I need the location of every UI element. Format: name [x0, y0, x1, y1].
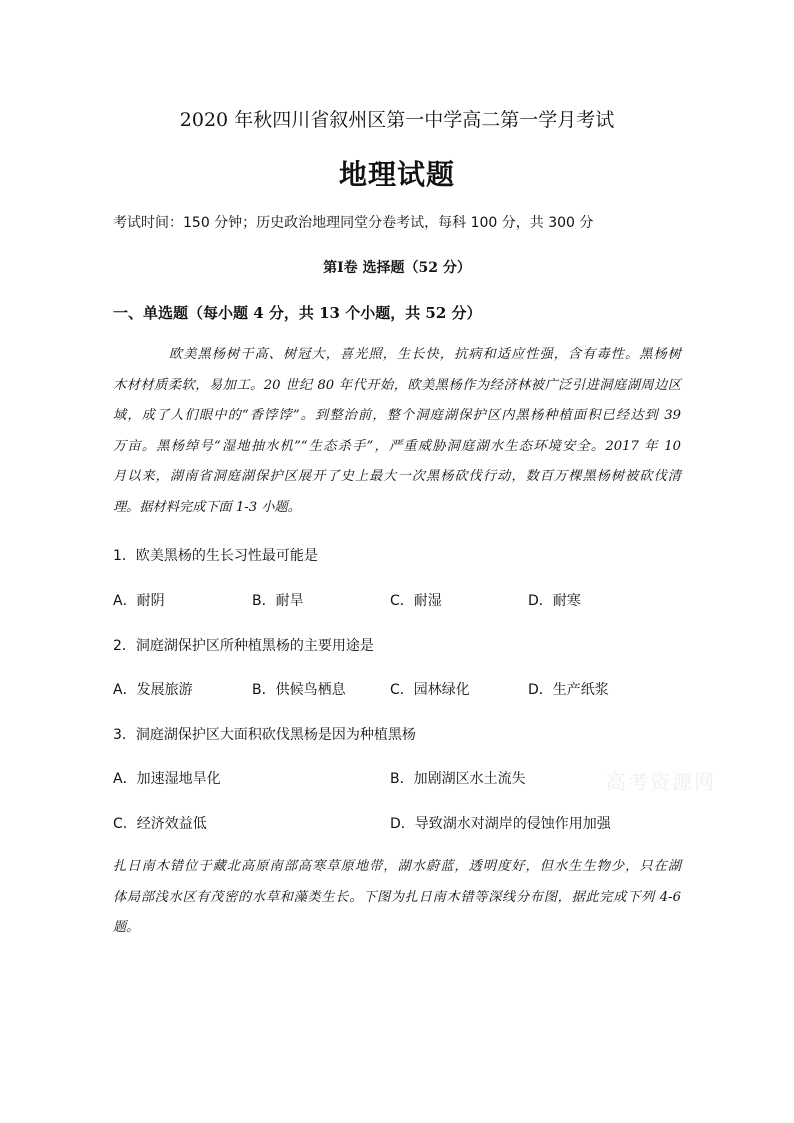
- exam-title: 2020 年秋四川省叙州区第一中学高二第一学月考试: [179, 109, 615, 131]
- passage-2-line: 扎日南木错位于藏北高原南部高寒草原地带，湖水蔚蓝，透明度好，但水生生物少，只在湖: [113, 859, 681, 874]
- passage-2: [113, 852, 681, 944]
- question-2-option-a[interactable]: A．发展旅游: [113, 682, 193, 698]
- section-title: 一、单选题（每小题 4 分，共 13 个小题，共 52 分）: [113, 304, 482, 322]
- question-1-option-c[interactable]: C．耐湿: [390, 593, 442, 609]
- passage-1-line: 欧美黑杨树干高、树冠大，喜光照，生长快，抗病和适应性强，含有毒性。黑杨树: [169, 347, 681, 362]
- question-3-option-c[interactable]: C．经济效益低: [113, 816, 207, 832]
- passage-1: [113, 340, 681, 523]
- question-3-stem: 3．洞庭湖保护区大面积砍伐黑杨是因为种植黑杨: [113, 727, 416, 743]
- watermark: 高考资源网: [606, 770, 716, 794]
- passage-1-line: 万亩。黑杨绰号“湿地抽水机”“生态杀手”，严重威胁洞庭湖水生态环境安全。2017 年 10: [113, 438, 681, 454]
- subject-title: 地理试题: [338, 158, 455, 191]
- question-1-option-d[interactable]: D．耐寒: [528, 593, 581, 609]
- question-2-option-b[interactable]: B．供候鸟栖息: [252, 682, 346, 698]
- passage-1-line: 木材材质柔软，易加工。20 世纪 80 年代开始，欧美黑杨作为经济林被广泛引进洞庭湖周边区: [113, 377, 681, 393]
- question-3-option-b[interactable]: B．加剧湖区水土流失: [390, 771, 526, 787]
- question-3-option-d[interactable]: D．导致湖水对湖岸的侵蚀作用加强: [390, 816, 611, 832]
- passage-2-line: 题。: [113, 920, 140, 935]
- question-2-option-c[interactable]: C．园林绿化: [390, 682, 470, 698]
- question-1-option-a[interactable]: A．耐阴: [113, 593, 165, 609]
- question-2-option-d[interactable]: D．生产纸浆: [528, 682, 609, 698]
- question-1-stem: 1．欧美黑杨的生长习性最可能是: [113, 548, 318, 564]
- passage-2-line: 体局部浅水区有茂密的水草和藻类生长。下图为扎日南木错等深线分布图，据此完成下列 4-6: [113, 889, 681, 905]
- question-1-option-b[interactable]: B．耐旱: [252, 593, 304, 609]
- question-3-option-a[interactable]: A．加速湿地旱化: [113, 771, 221, 787]
- passage-1-line: 月以来，湖南省洞庭湖保护区展开了史上最大一次黑杨砍伐行动，数百万棵黑杨树被砍伐清: [113, 469, 681, 484]
- passage-1-line: 域，成了人们眼中的“香饽饽”。到整治前，整个洞庭湖保护区内黑杨种植面积已经达到 39: [113, 408, 681, 423]
- part-title: 第Ⅰ卷 选择题（52 分）: [323, 260, 471, 276]
- question-2-stem: 2．洞庭湖保护区所种植黑杨的主要用途是: [113, 638, 374, 654]
- passage-1-line: 理。据材料完成下面 1-3 小题。: [113, 499, 301, 515]
- exam-info: 考试时间：150 分钟；历史政治地理同堂分卷考试，每科 100 分，共 300 分: [113, 215, 594, 231]
